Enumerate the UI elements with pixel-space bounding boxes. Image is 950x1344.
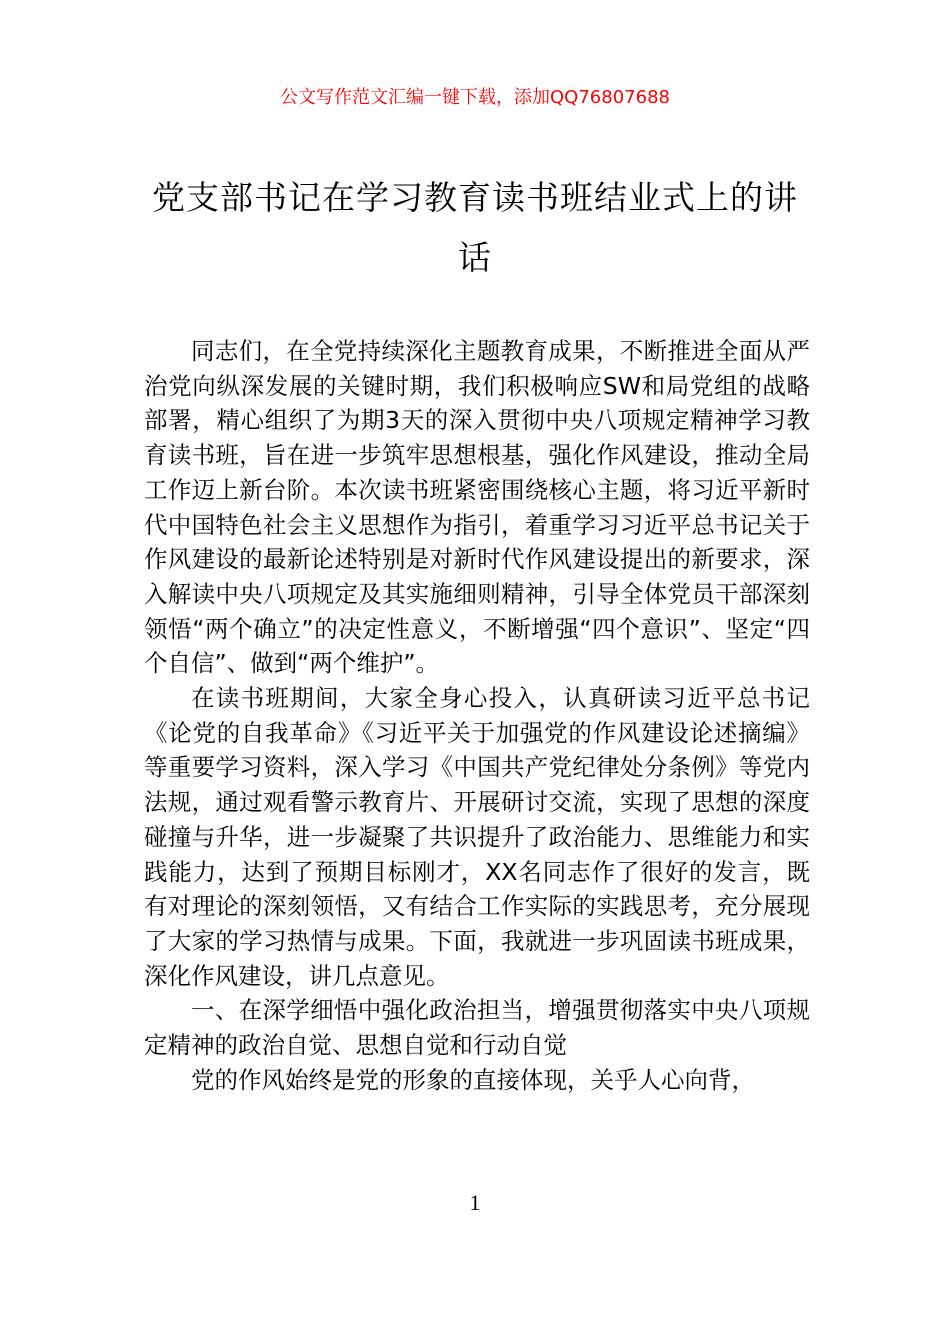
- download-promo-note: 公文写作范文汇编一键下载，添加QQ76807688: [280, 87, 670, 108]
- paragraph-intro: 同志们，在全党持续深化主题教育成果，不断推进全面从严治党向纵深发展的关键时期，我们积极响应SW和局党组的战略部署，精心组织了为期3天的深入贯彻中央八项规定精神学习教育读书班，旨在进一步筑牢思想根基，强化作风建设，推动全局工作迈上新台阶。本次读书班紧密围绕核心主题，将习近平新时代中国特色社会主义思想作为指引，着重学习习近平总书记关于作风建设的最新论述特别是对新时代作风建设提出的新要求，深入解读中央八项规定及其实施细则精神，引导全体党员干部深刻领悟“两个确立”的决定性意义，不断增强“四个意识”、坚定“四个自信”、做到“两个维护”。: [144, 337, 810, 678]
- document-title: 党支部书记在学习教育读书班结业式上的讲话: [152, 178, 798, 277]
- section-heading-1: 一、在深学细悟中强化政治担当，增强贯彻落实中央八项规定精神的政治自觉、思想自觉和行动自觉: [144, 996, 810, 1060]
- paragraph-study-summary: 在读书班期间，大家全身心投入，认真研读习近平总书记《论党的自我革命》《习近平关于加强党的作风建设论述摘编》等重要学习资料，深入学习《中国共产党纪律处分条例》等党内法规，通过观看警示教育片、开展研讨交流，实现了思想的深度碰撞与升华，进一步凝聚了共识提升了政治能力、思维能力和实践能力，达到了预期目标刚才，XX名同志作了很好的发言，既有对理论的深刻领悟，又有结合工作实际的实践思考，充分展现了大家的学习热情与成果。下面，我就进一步巩固读书班成果，深化作风建设，讲几点意见。: [144, 684, 810, 990]
- page-number: 1: [469, 1190, 481, 1215]
- paragraph-section-1: 党的作风始终是党的形象的直接体现，关乎人心向背，: [191, 1065, 755, 1094]
- document-body: [144, 334, 810, 1097]
